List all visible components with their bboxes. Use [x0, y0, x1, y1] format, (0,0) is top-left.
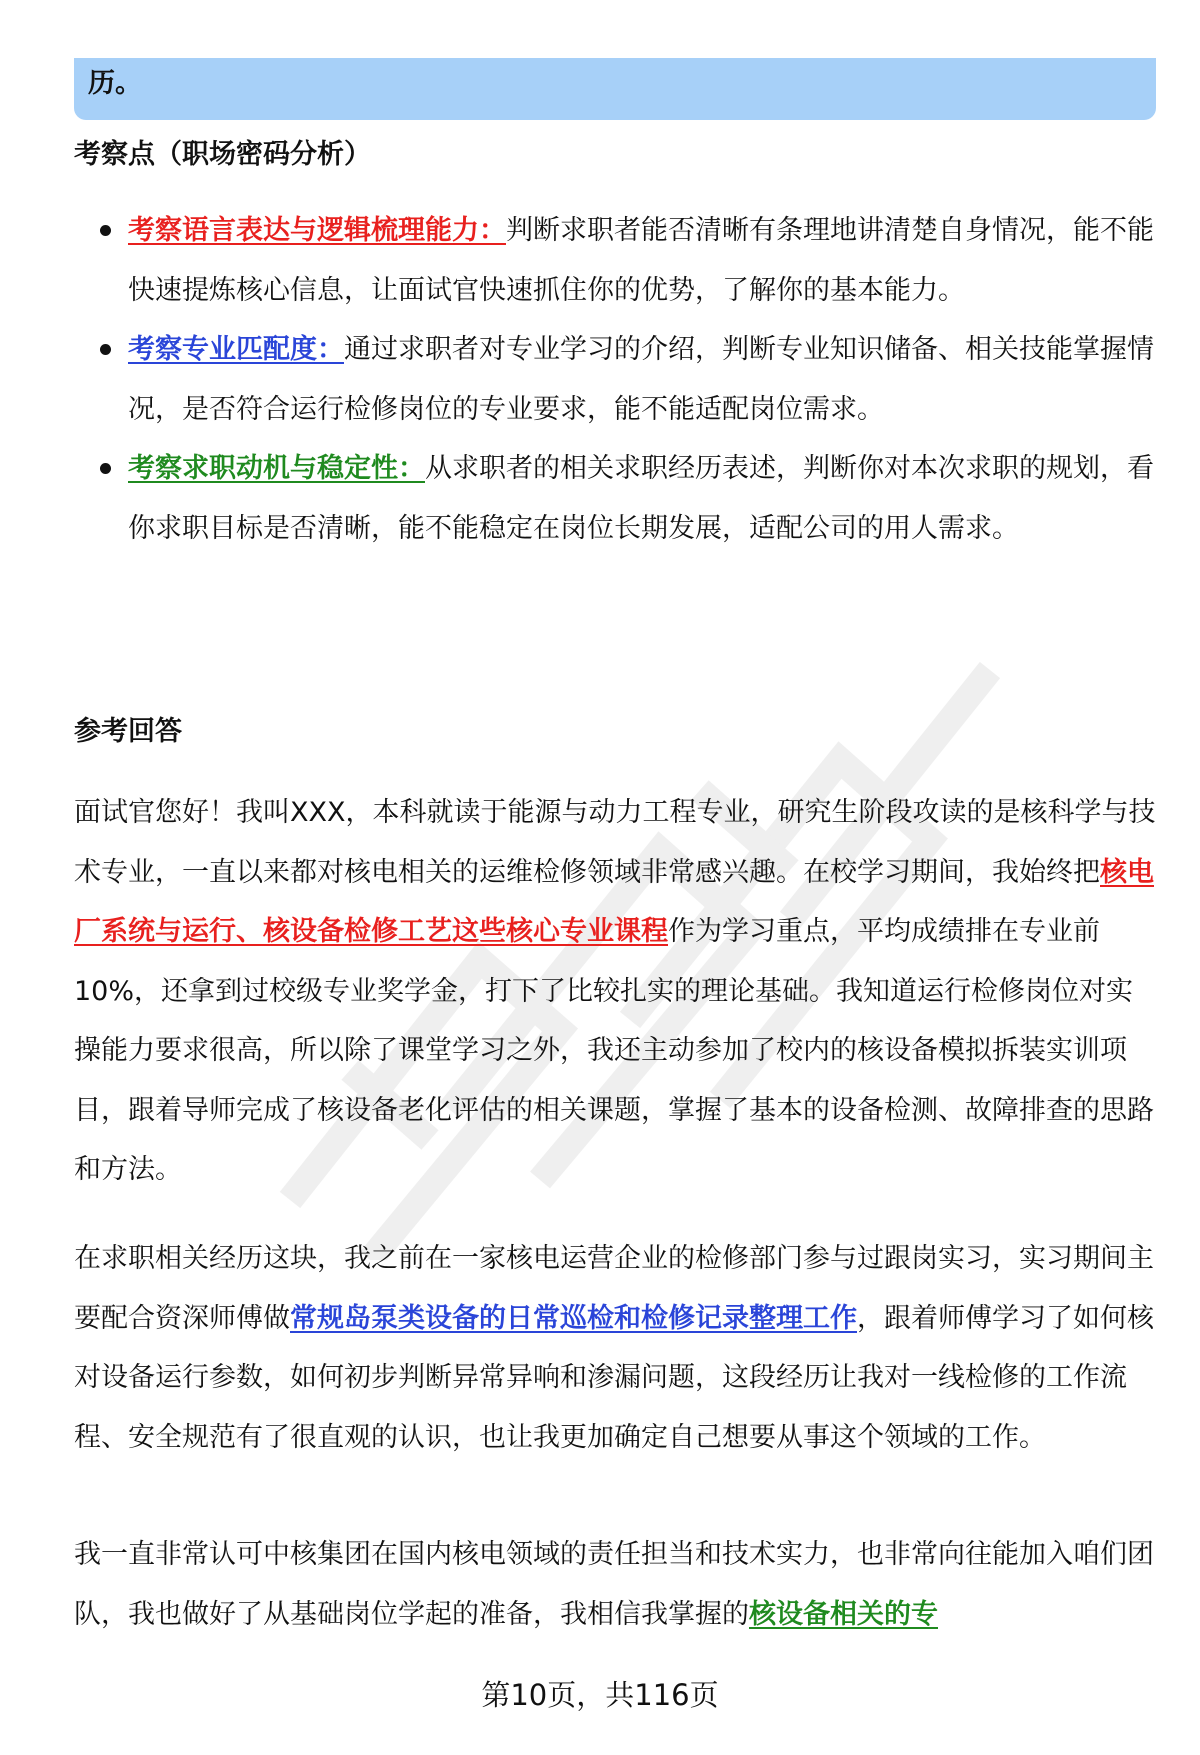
paragraph-text: ，跟着师傅学习了如何核对设备运行参数，如何初步判断异常异响和渗漏问题，这段经历让我对一线检修的工作流程、安全规范有了很直观的认识，也让我更加确定自己想要从事这个领域的工作。: [74, 1302, 1154, 1453]
highlight-text: 常规岛泵类设备的日常巡检和检修记录整理工作: [290, 1302, 857, 1334]
answer-heading: 参考回答: [74, 716, 182, 747]
paragraph-text: 在求职相关经历这块，我之前在一家核电运营企业的检修部门参与过跟岗实习，实习期间主要配合资深师傅做: [74, 1243, 1154, 1334]
top-banner: [74, 58, 1156, 120]
list-item: [74, 320, 1156, 439]
point-text: 判断求职者能否清晰有条理地讲清楚自身情况，能不能快速提炼核心信息，让面试官快速抓住你的优势，了解你的基本能力。: [128, 215, 1154, 306]
point-keyword: 考察专业匹配度：: [128, 334, 344, 365]
point-text: 通过求职者对专业学习的介绍，判断专业知识储备、相关技能掌握情况，是否符合运行检修岗位的专业要求，能不能适配岗位需求。: [128, 334, 1154, 425]
answer-paragraph-3: [74, 1525, 1156, 1644]
point-text: 从求职者的相关求职经历表述，判断你对本次求职的规划，看你求职目标是否清晰，能不能稳定在岗位长期发展，适配公司的用人需求。: [128, 453, 1154, 544]
paragraph-text: 面试官您好！我叫XXX，本科就读于能源与动力工程专业，研究生阶段攻读的是核科学与技术专业，一直以来都对核电相关的运维检修领域非常感兴趣。在校学习期间，我始终把: [74, 797, 1156, 888]
paragraph-text: 我一直非常认可中核集团在国内核电领域的责任担当和技术实力，也非常向往能加入咱们团队，我也做好了从基础岗位学起的准备，我相信我掌握的: [74, 1539, 1154, 1630]
point-keyword: 考察求职动机与稳定性：: [128, 453, 425, 484]
page-footer: 第10页，共116页: [481, 1678, 719, 1712]
point-keyword: 考察语言表达与逻辑梳理能力：: [128, 215, 506, 246]
answer-paragraph-1: [74, 783, 1156, 1200]
answer-paragraph-2: [74, 1229, 1156, 1467]
points-list: [74, 201, 1156, 558]
highlight-text: 核电厂系统与运行、核设备检修工艺这些核心专业课程: [74, 856, 1154, 947]
highlight-text: 核设备相关的专: [749, 1598, 938, 1630]
points-heading: 考察点（职场密码分析）: [74, 139, 371, 170]
paragraph-text: 作为学习重点，平均成绩排在专业前10%，还拿到过校级专业奖学金，打下了比较扎实的理论基础。我知道运行检修岗位对实操能力要求很高，所以除了课堂学习之外，我还主动参加了校内的核设备模拟拆装实训项目，跟着导师完成了核设备老化评估的相关课题，掌握了基本的设备检测、故障排查的思路和方法。: [74, 916, 1154, 1185]
banner-text: 历。: [88, 68, 142, 99]
list-item: [74, 439, 1156, 558]
list-item: [74, 201, 1156, 320]
